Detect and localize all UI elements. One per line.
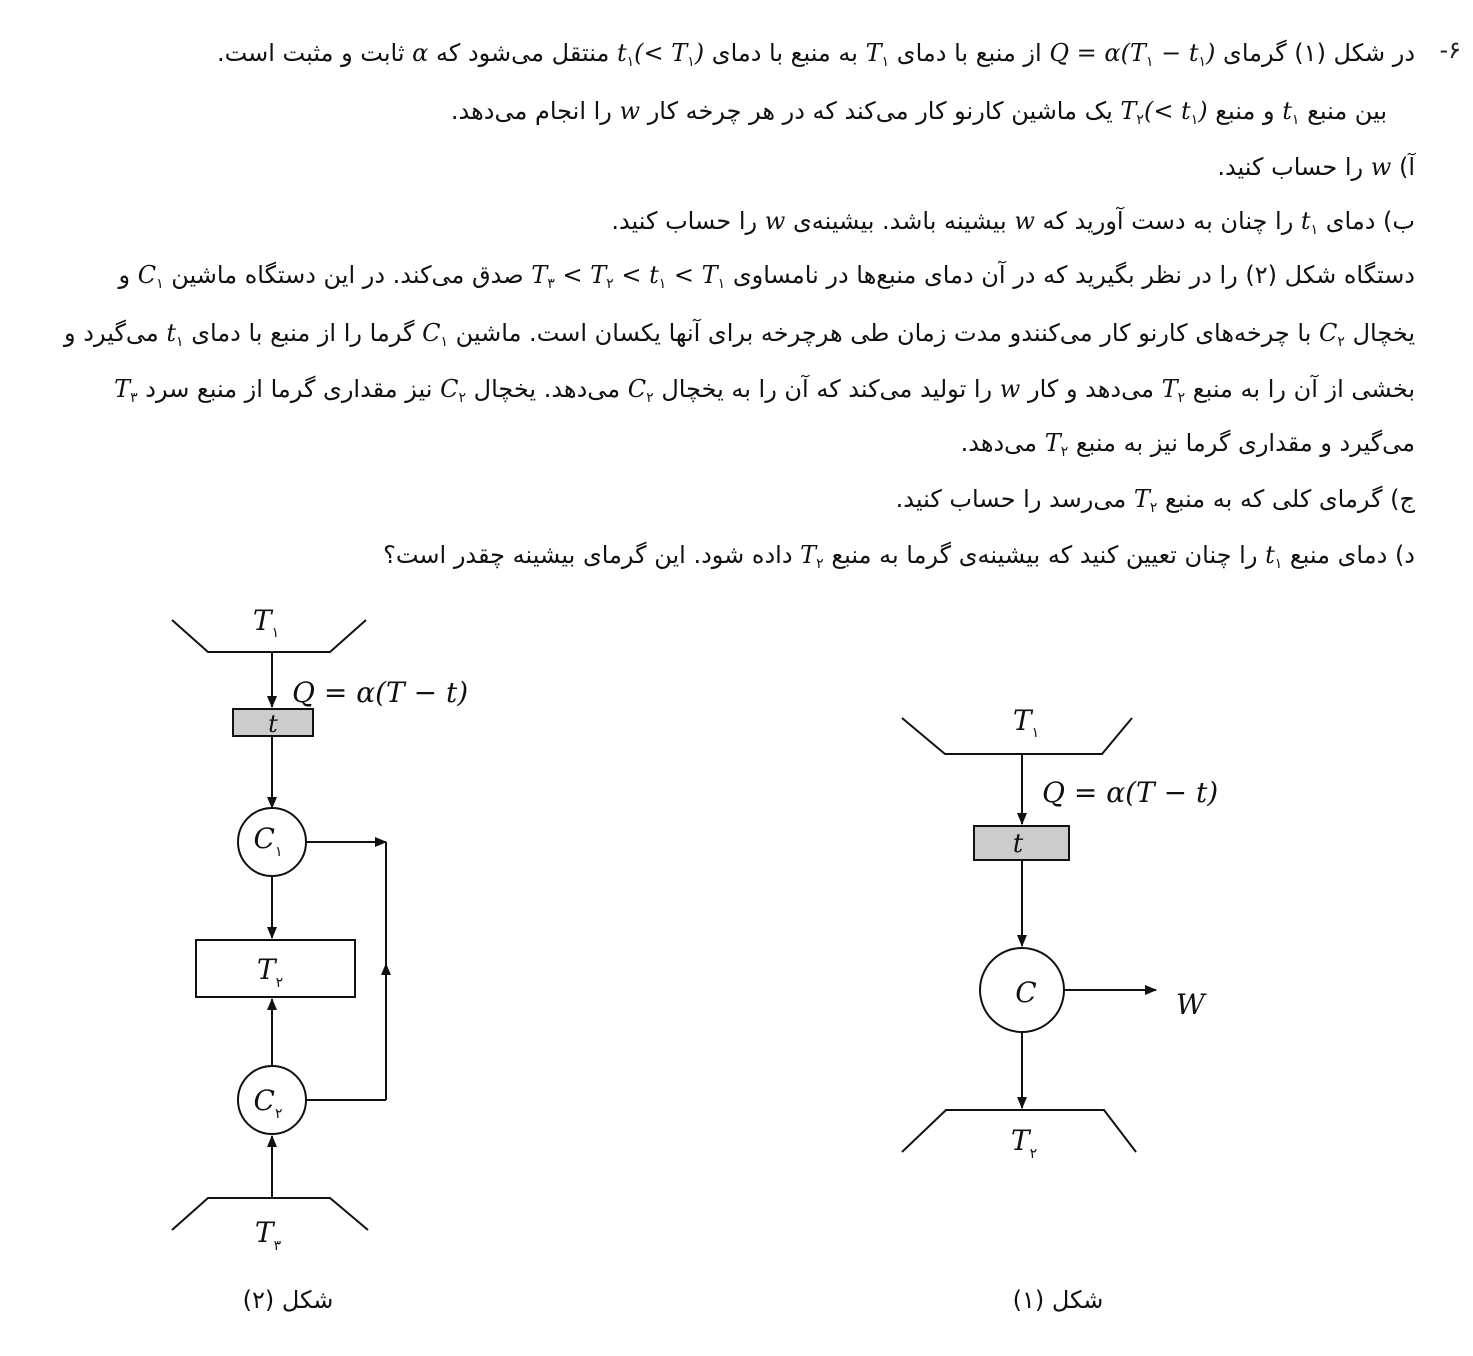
problem-line-2: بین منبع $t_۱$ و منبع $T_۲(< t_۱)$ یک ماشین کارنو کار می‌کند که در هر چرخه کار w را انجام می‌دهد. — [450, 97, 1387, 128]
fig2-bottom-label: $T_۳$ — [254, 1216, 282, 1254]
fig1-bottom-label: $T_۲$ — [1010, 1124, 1038, 1162]
fig1-engine-label: C — [1015, 976, 1037, 1009]
problem-text — [0, 0, 1473, 590]
fig2-top-label: $T_۱$ — [252, 604, 280, 641]
fig1-buffer-label: t — [1012, 829, 1024, 859]
fig2-buffer-label: t — [268, 710, 278, 738]
fig2-refrigerator-label: $C_۲$ — [253, 1084, 283, 1122]
setup-line-1: دستگاه شکل (۲) را در نظر بگیرید که در آن دمای منبع‌ها در نامساوی $T_۳ < T_۲ < t_۱ < T_۱$ صدق می‌کند. در این دستگاه ماشین $C_۱$ و — [119, 258, 1416, 301]
temperature-inequality: $T_۳ < T_۲ < t_۱ < T_۱$ — [531, 261, 726, 292]
fig2-flow-label: Q = α(T − t) — [292, 676, 469, 709]
setup-line-4: می‌گیرد و مقداری گرما نیز به منبع $T_۲$ می‌دهد. — [960, 429, 1415, 460]
figures — [0, 590, 1473, 1356]
fig2-middle-label: $T_۲$ — [256, 953, 284, 991]
setup-line-3: بخشی از آن را به منبع $T_۲$ می‌دهد و کار w را تولید می‌کند که آن را به یخچال $C_۲$ می‌دهد. یخچال $C_۲$ نیز مقداری گرما از منبع سرد $T_۳$ — [114, 375, 1415, 406]
fig1-work-label: W — [1176, 988, 1205, 1021]
part-b: ب) دمای $t_۱$ را چنان به دست آورید که w بیشینه باشد. بیشینه‌ی w را حساب کنید. — [611, 207, 1415, 238]
fig1-flow-label: Q = α(T − t) — [1042, 776, 1219, 809]
fig1-caption: شکل (۱) — [1012, 1286, 1104, 1314]
problem-line-1: در شکل (۱) گرمای $Q = \alpha(T_۱ - t_۱)$ از منبع با دمای $T_۱$ به منبع با دمای $t_۱(< T_۱)$ منتقل می‌شود که α ثابت و مثبت است. — [217, 36, 1415, 79]
fig2-engine-label: $C_۱$ — [253, 822, 283, 860]
part-d: د) دمای منبع $t_۱$ را چنان تعیین کنید که بیشینه‌ی گرما به منبع $T_۲$ داده شود. این گرمای بیشینه چقدر است؟ — [383, 541, 1415, 572]
fig1-top-label: $T_۱$ — [1012, 704, 1040, 741]
figure-2 — [172, 620, 386, 1230]
part-c: ج) گرمای کلی که به منبع $T_۲$ می‌رسد را حساب کنید. — [895, 485, 1415, 516]
heat-formula: $Q = \alpha(T_۱ - t_۱)$ — [1049, 39, 1216, 70]
part-a: آ) w را حساب کنید. — [1217, 153, 1415, 181]
problem-number: ۶- — [1439, 36, 1461, 64]
fig2-caption: شکل (۲) — [242, 1286, 334, 1314]
setup-line-2: یخچال $C_۲$ با چرخه‌های کارنو کار می‌کنندو مدت زمان طی هرچرخه برای آنها یکسان است. ماشین $C_۱$ گرما را از منبع با دمای $t_۱$ می‌گیرد و — [64, 319, 1415, 350]
